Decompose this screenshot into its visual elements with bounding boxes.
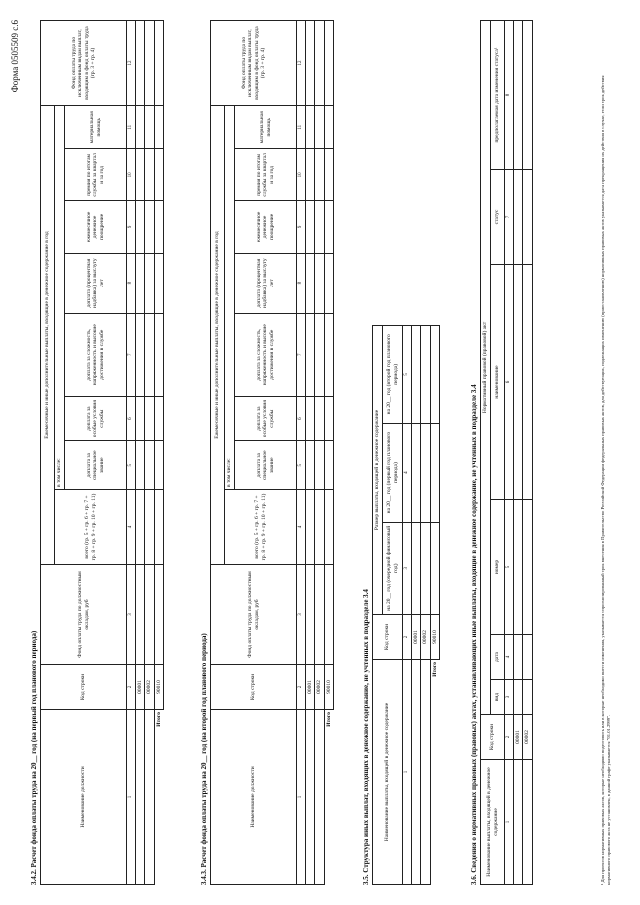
table-row bbox=[136, 21, 145, 885]
col-8-header: доплата (процентная надбавка) за выслугу лет bbox=[65, 253, 127, 313]
num-cell: 11 bbox=[127, 106, 136, 149]
table-row bbox=[315, 21, 324, 885]
input-cell[interactable] bbox=[154, 106, 163, 149]
num-cell: 2 bbox=[505, 715, 514, 760]
input-cell[interactable] bbox=[145, 490, 154, 565]
input-cell[interactable] bbox=[421, 423, 430, 522]
row-code: 00001 bbox=[136, 665, 145, 710]
input-cell[interactable] bbox=[154, 441, 163, 490]
input-cell[interactable] bbox=[324, 253, 333, 313]
input-cell[interactable] bbox=[306, 565, 315, 665]
input-cell[interactable] bbox=[136, 490, 145, 565]
section-343-title: 3.4.3. Расчет фонда оплаты труда на 20__ год (на второй год планового периода) bbox=[200, 633, 208, 885]
table-row bbox=[514, 21, 523, 885]
row-code: 00001 bbox=[412, 615, 421, 660]
col-5-header: доплата за специальное звание bbox=[65, 441, 127, 490]
num-cell: 5 bbox=[297, 441, 306, 490]
input-cell[interactable] bbox=[324, 441, 333, 490]
num-cell: 9 bbox=[127, 201, 136, 253]
input-cell[interactable] bbox=[315, 149, 324, 201]
input-cell[interactable] bbox=[154, 21, 163, 106]
input-cell[interactable] bbox=[145, 253, 154, 313]
input-cell[interactable] bbox=[306, 253, 315, 313]
num-cell: 4 bbox=[505, 635, 514, 680]
col-9-header: ежемесячное денежное поощрение bbox=[235, 201, 297, 253]
input-cell[interactable] bbox=[412, 660, 421, 885]
col-7-header: доплата за сложность, напряженность и высокие достижения в службе bbox=[235, 313, 297, 396]
input-cell[interactable] bbox=[136, 441, 145, 490]
num-cell: 1 bbox=[297, 710, 306, 885]
col-10-header: премия по итогам службы за квартал и за год bbox=[65, 149, 127, 201]
col-11-header: материальная помощь bbox=[65, 106, 127, 149]
num-cell: 6 bbox=[505, 265, 514, 500]
row-code: 00002 bbox=[523, 715, 532, 760]
table-row bbox=[523, 21, 532, 885]
num-cell: 10 bbox=[127, 149, 136, 201]
input-cell[interactable] bbox=[145, 21, 154, 106]
input-cell[interactable] bbox=[421, 522, 430, 614]
total-label: Итого bbox=[155, 712, 162, 727]
input-cell[interactable] bbox=[315, 253, 324, 313]
total-label: Итого bbox=[325, 712, 332, 727]
input-cell[interactable] bbox=[315, 441, 324, 490]
num-cell: 2 bbox=[403, 615, 412, 660]
input-cell[interactable] bbox=[514, 21, 523, 170]
input-cell[interactable] bbox=[306, 106, 315, 149]
num-cell: 5 bbox=[127, 441, 136, 490]
num-cell: 4 bbox=[127, 490, 136, 565]
num-cell: 8 bbox=[297, 253, 306, 313]
row-code: 00002 bbox=[421, 615, 430, 660]
input-cell[interactable] bbox=[523, 21, 532, 170]
col-fund-header: Фонд оплаты труда по должностным окладам, руб bbox=[211, 565, 297, 665]
input-cell[interactable] bbox=[306, 490, 315, 565]
section-343-table bbox=[210, 20, 334, 885]
col-name-header: Наименование выплаты, входящей в денежное содержание bbox=[373, 660, 403, 885]
input-cell[interactable] bbox=[136, 710, 145, 885]
col-name-header: Наименование должности bbox=[41, 710, 127, 885]
num-cell: 2 bbox=[127, 665, 136, 710]
col-status-header: статус bbox=[491, 170, 505, 265]
col-year2-header: на 20__ год (первый год планового периода) bbox=[383, 423, 403, 522]
col-12-header: Фонд оплаты труда по исключенным видам выплат, входящим в фонд оплаты труда (гр. 3 + гр. 4) bbox=[41, 21, 127, 106]
input-cell[interactable] bbox=[136, 149, 145, 201]
num-cell: 2 bbox=[297, 665, 306, 710]
row-code: 00002 bbox=[145, 665, 154, 710]
col-7-header: доплата за сложность, напряженность и высокие достижения в службе bbox=[65, 313, 127, 396]
num-cell: 10 bbox=[297, 149, 306, 201]
num-cell: 1 bbox=[403, 660, 412, 885]
col-6-header: доплата за особые условия службы bbox=[235, 396, 297, 441]
input-cell[interactable] bbox=[306, 441, 315, 490]
col-title-header: наименование bbox=[491, 265, 505, 500]
num-cell: 12 bbox=[297, 21, 306, 106]
input-cell[interactable] bbox=[421, 660, 430, 885]
col-8-header: доплата (процентная надбавка) за выслугу лет bbox=[235, 253, 297, 313]
section-35-table bbox=[372, 325, 440, 885]
input-cell[interactable] bbox=[324, 490, 333, 565]
num-cell: 3 bbox=[127, 565, 136, 665]
input-cell[interactable] bbox=[324, 565, 333, 665]
num-cell: 1 bbox=[505, 760, 514, 885]
section-36-table bbox=[480, 20, 533, 885]
input-cell[interactable] bbox=[136, 201, 145, 253]
input-cell[interactable] bbox=[136, 396, 145, 441]
table-row bbox=[421, 326, 430, 885]
input-cell[interactable] bbox=[514, 500, 523, 635]
num-cell: 1 bbox=[127, 710, 136, 885]
input-cell[interactable] bbox=[154, 201, 163, 253]
col-12-header: Фонд оплаты труда по исключенным видам выплат, входящим в фонд оплаты труда (гр. 3 + гр. 4) bbox=[211, 21, 297, 106]
table-row bbox=[412, 326, 421, 885]
input-cell[interactable] bbox=[145, 201, 154, 253]
input-cell[interactable] bbox=[315, 396, 324, 441]
input-cell[interactable] bbox=[523, 680, 532, 715]
total-row bbox=[154, 21, 163, 885]
num-cell: 6 bbox=[297, 396, 306, 441]
input-cell[interactable] bbox=[145, 441, 154, 490]
input-cell[interactable] bbox=[136, 106, 145, 149]
input-cell[interactable] bbox=[306, 149, 315, 201]
input-cell[interactable] bbox=[523, 500, 532, 635]
num-cell: 5 bbox=[403, 326, 412, 424]
input-cell[interactable] bbox=[523, 635, 532, 680]
input-cell[interactable] bbox=[430, 522, 439, 614]
input-cell[interactable] bbox=[145, 106, 154, 149]
section-342-table bbox=[40, 20, 164, 885]
input-cell[interactable] bbox=[154, 396, 163, 441]
input-cell[interactable] bbox=[315, 313, 324, 396]
input-cell[interactable] bbox=[306, 710, 315, 885]
input-cell[interactable] bbox=[324, 201, 333, 253]
row-code: 00001 bbox=[306, 665, 315, 710]
input-cell[interactable] bbox=[324, 149, 333, 201]
input-cell[interactable] bbox=[412, 326, 421, 424]
col-9-header: ежемесячное денежное поощрение bbox=[65, 201, 127, 253]
num-cell: 5 bbox=[505, 500, 514, 635]
total-code: 90010 bbox=[154, 665, 163, 710]
input-cell[interactable] bbox=[523, 170, 532, 265]
footnote: ¹ Для проектов нормативных правовых актов, которые необходимо подготовить или в которые необходимо внести изменения, указывается спрогнозированный срок внесения в Правительство Российской Федерации федеральных правовых актов, для действующих, подлежащих изменению (приостановлению) нормативных правовых актов указывается дата прекращения их действия в случае, если срок действия нормативного правового акта не установлен, в данной графе указывается "01.01.2999". bbox=[600, 75, 611, 885]
input-cell[interactable] bbox=[145, 313, 154, 396]
input-cell[interactable] bbox=[430, 326, 439, 424]
input-cell[interactable] bbox=[315, 201, 324, 253]
num-cell: 3 bbox=[403, 522, 412, 614]
num-cell: 7 bbox=[127, 313, 136, 396]
num-cell: 3 bbox=[505, 680, 514, 715]
col-code-header: Код строки bbox=[41, 665, 127, 710]
input-cell[interactable] bbox=[324, 21, 333, 106]
input-cell[interactable] bbox=[315, 21, 324, 106]
input-cell[interactable] bbox=[514, 760, 523, 885]
input-cell[interactable] bbox=[324, 396, 333, 441]
input-cell[interactable] bbox=[136, 21, 145, 106]
input-cell[interactable] bbox=[306, 313, 315, 396]
total-code: 90010 bbox=[324, 665, 333, 710]
table-row bbox=[306, 21, 315, 885]
total-row bbox=[324, 21, 333, 885]
num-cell: 8 bbox=[127, 253, 136, 313]
section-35-title: 3.5. Структура иных выплат, входящих в денежное содержание, не учтенных в подразделе 3.4 bbox=[362, 589, 370, 885]
input-cell[interactable] bbox=[154, 565, 163, 665]
input-cell[interactable] bbox=[315, 565, 324, 665]
section-36-title: 3.6. Сведения о нормативных правовых (правовых) актах, устанавливающих иные выплаты, входящие в денежное содержание, не учтенных в подразделе 3.4 bbox=[470, 384, 478, 885]
col-name-header: Наименование должности bbox=[211, 710, 297, 885]
input-cell[interactable] bbox=[514, 680, 523, 715]
col-kind-header: вид bbox=[491, 680, 505, 715]
input-cell[interactable] bbox=[514, 635, 523, 680]
input-cell[interactable] bbox=[324, 106, 333, 149]
input-cell[interactable] bbox=[136, 565, 145, 665]
input-cell[interactable] bbox=[315, 490, 324, 565]
num-cell: 12 bbox=[127, 21, 136, 106]
input-cell[interactable] bbox=[412, 522, 421, 614]
col-6-header: доплата за особые условия службы bbox=[65, 396, 127, 441]
input-cell[interactable] bbox=[145, 710, 154, 885]
col-5-header: доплата за специальное звание bbox=[235, 441, 297, 490]
total-code: 90010 bbox=[430, 615, 439, 660]
col-fund-header: Фонд оплаты труда по должностным окладам, руб bbox=[41, 565, 127, 665]
input-cell[interactable] bbox=[324, 313, 333, 396]
col-10-header: премия по итогам службы за квартал и за год bbox=[235, 149, 297, 201]
input-cell[interactable] bbox=[154, 313, 163, 396]
input-cell[interactable] bbox=[514, 265, 523, 500]
table-row bbox=[145, 21, 154, 885]
input-cell[interactable] bbox=[306, 396, 315, 441]
group-header: Нормативный правовой (правовой) акт bbox=[481, 21, 491, 715]
num-cell: 9 bbox=[297, 201, 306, 253]
col-total-header: всего (гр. 5 + гр. 6 + гр. 7 + гр. 8 + гр. 9 + гр. 10 + гр. 11) bbox=[55, 490, 127, 565]
col-year1-header: на 20__ год (очередной финансовый год) bbox=[383, 522, 403, 614]
col-status-date-header: предполагаемая дата изменения статуса¹ bbox=[491, 21, 505, 170]
input-cell[interactable] bbox=[315, 710, 324, 885]
input-cell[interactable] bbox=[523, 265, 532, 500]
num-cell: 7 bbox=[297, 313, 306, 396]
num-cell: 7 bbox=[505, 170, 514, 265]
num-cell: 8 bbox=[505, 21, 514, 170]
input-cell[interactable] bbox=[154, 253, 163, 313]
input-cell[interactable] bbox=[154, 490, 163, 565]
input-cell[interactable] bbox=[154, 149, 163, 201]
input-cell[interactable] bbox=[315, 106, 324, 149]
input-cell[interactable] bbox=[421, 326, 430, 424]
input-cell[interactable] bbox=[430, 423, 439, 522]
col-code-header: Код строки bbox=[373, 615, 403, 660]
num-cell: 4 bbox=[403, 423, 412, 522]
num-cell: 6 bbox=[127, 396, 136, 441]
col-total-header: всего (гр. 5 + гр. 6 + гр. 7 + гр. 8 + гр. 9 + гр. 10 + гр. 11) bbox=[225, 490, 297, 565]
input-cell[interactable] bbox=[306, 21, 315, 106]
input-cell[interactable] bbox=[523, 760, 532, 885]
subgroup-header: в том числе: bbox=[225, 106, 235, 490]
num-cell: 4 bbox=[297, 490, 306, 565]
input-cell[interactable] bbox=[514, 170, 523, 265]
total-row bbox=[430, 326, 439, 885]
section-342-title: 3.4.2. Расчет фонда оплаты труда на 20__ год (на первый год планового периода) bbox=[30, 630, 38, 885]
row-code: 00002 bbox=[315, 665, 324, 710]
input-cell[interactable] bbox=[145, 396, 154, 441]
input-cell[interactable] bbox=[136, 313, 145, 396]
total-label: Итого bbox=[431, 662, 438, 677]
form-code: Форма 0505509 с.6 bbox=[10, 20, 20, 93]
col-code-header: Код строки bbox=[211, 665, 297, 710]
col-code-header: Код строки bbox=[481, 715, 505, 760]
input-cell[interactable] bbox=[306, 201, 315, 253]
group-header: Размер выплаты, входящей в денежное содержание bbox=[373, 326, 383, 615]
subgroup-header: в том числе: bbox=[55, 106, 65, 490]
col-year3-header: на 20__ год (второй год планового периода) bbox=[383, 326, 403, 424]
col-date-header: дата bbox=[491, 635, 505, 680]
col-11-header: материальная помощь bbox=[235, 106, 297, 149]
col-name-header: Наименование выплаты, входящей в денежное содержание bbox=[481, 760, 505, 885]
group-header: Ежемесячные и иные дополнительные выплаты, входящие в денежное содержание в год bbox=[211, 106, 225, 565]
num-cell: 11 bbox=[297, 106, 306, 149]
input-cell[interactable] bbox=[145, 149, 154, 201]
num-cell: 3 bbox=[297, 565, 306, 665]
group-header: Ежемесячные и иные дополнительные выплаты, входящие в денежное содержание в год bbox=[41, 106, 55, 565]
input-cell[interactable] bbox=[136, 253, 145, 313]
col-number-header: номер bbox=[491, 500, 505, 635]
input-cell[interactable] bbox=[412, 423, 421, 522]
row-code: 00001 bbox=[514, 715, 523, 760]
input-cell[interactable] bbox=[145, 565, 154, 665]
